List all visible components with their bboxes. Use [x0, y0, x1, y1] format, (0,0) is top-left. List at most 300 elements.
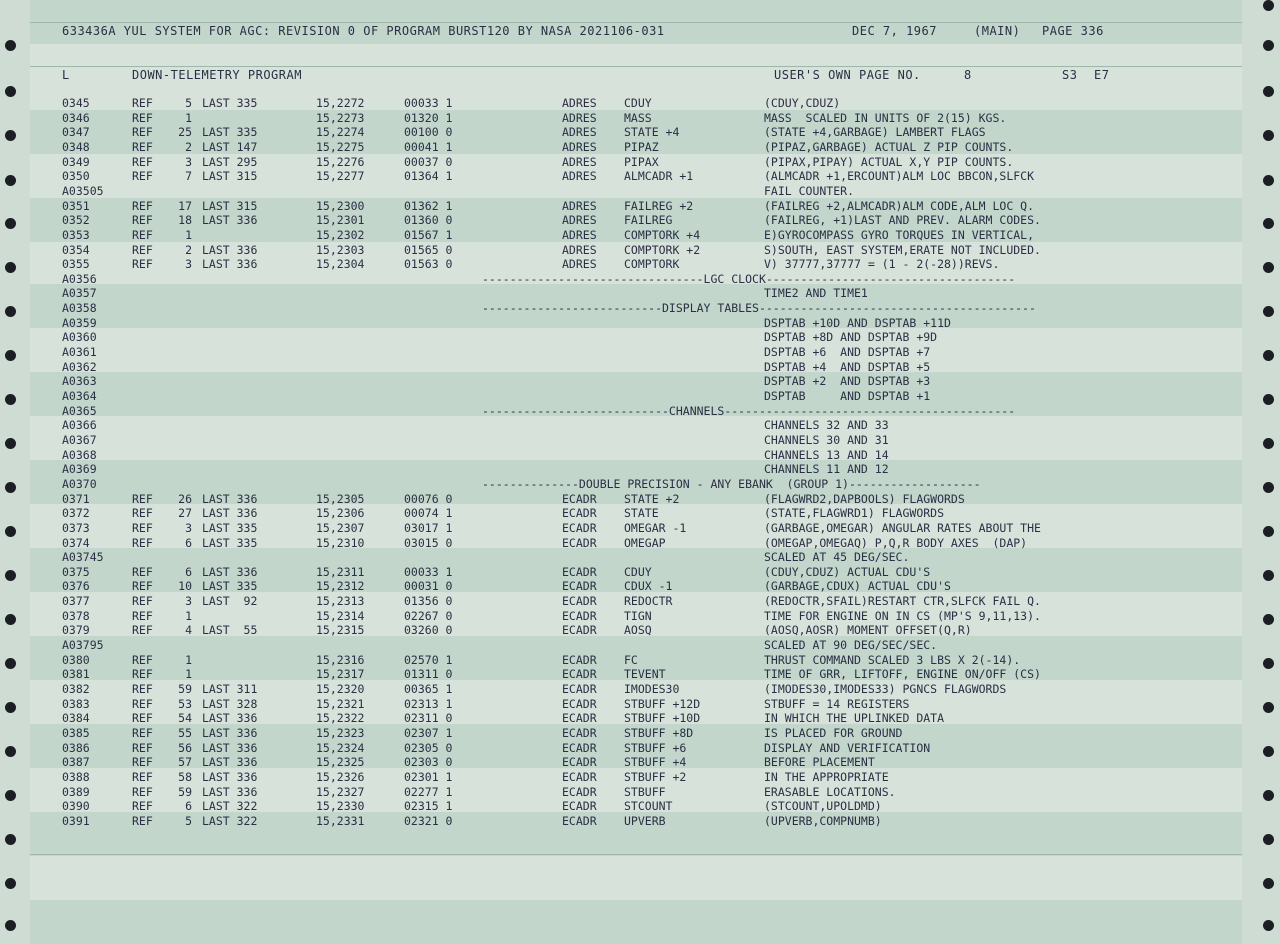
comment: (UPVERB,COMPNUMB) — [764, 813, 882, 828]
feed-hole — [1263, 834, 1274, 845]
opcode: ECADR — [562, 799, 597, 814]
comment: TIME FOR ENGINE ON IN CS (MP'S 9,11,13). — [764, 608, 1041, 623]
code-e7: E7 — [1094, 68, 1110, 82]
ref-count: 6 — [185, 564, 192, 579]
line-number: 0381 — [62, 667, 90, 682]
line-number: A0359 — [62, 315, 97, 330]
comment: DSPTAB +2 AND DSPTAB +3 — [764, 374, 931, 389]
ref-tag: REF — [132, 755, 153, 770]
octal-value: 02315 1 — [404, 799, 453, 814]
last-ref: LAST 322 — [202, 813, 258, 828]
ref-tag: REF — [132, 154, 153, 169]
octal-value: 03260 0 — [404, 623, 453, 638]
listing-row — [0, 184, 1280, 199]
comment: CHANNELS 32 AND 33 — [764, 418, 889, 433]
operand: ALMCADR +1 — [624, 169, 694, 184]
bank-address: 15,2321 — [316, 696, 365, 711]
comment: (GARBAGE,OMEGAR) ANGULAR RATES ABOUT THE — [764, 520, 1041, 535]
operand: TIGN — [624, 608, 652, 623]
comment: DSPTAB +10D AND DSPTAB +11D — [764, 315, 951, 330]
page-number: PAGE 336 — [1042, 24, 1104, 38]
ref-count: 1 — [185, 110, 192, 125]
comment: CHANNELS 11 AND 12 — [764, 462, 889, 477]
opcode: ECADR — [562, 520, 597, 535]
last-ref: LAST 336 — [202, 711, 258, 726]
opcode: ECADR — [562, 564, 597, 579]
listing-row — [0, 609, 1280, 624]
comment: (REDOCTR,SFAIL)RESTART CTR,SLFCK FAIL Q. — [764, 594, 1041, 609]
line-number: 0348 — [62, 139, 90, 154]
comment: (CDUY,CDUZ) ACTUAL CDU'S — [764, 564, 931, 579]
comment: E)GYROCOMPASS GYRO TORQUES IN VERTICAL, — [764, 227, 1035, 242]
operand: PIPAZ — [624, 139, 659, 154]
opcode: ECADR — [562, 623, 597, 638]
last-ref: LAST 336 — [202, 755, 258, 770]
comment: IS PLACED FOR GROUND — [764, 725, 903, 740]
listing-row — [0, 228, 1280, 243]
divider — [30, 854, 1242, 855]
listing-title: 633436A YUL SYSTEM FOR AGC: REVISION 0 OF PROGRAM BURST120 BY NASA 2021106-031 — [62, 24, 665, 38]
listing-row — [0, 579, 1280, 594]
operand: STATE +2 — [624, 491, 680, 506]
bank-address: 15,2322 — [316, 711, 365, 726]
line-number: 0372 — [62, 506, 90, 521]
last-ref: LAST 335 — [202, 96, 258, 110]
listing-row — [0, 565, 1280, 580]
operand: STBUFF +12D — [624, 696, 701, 711]
operand: FAILREG — [624, 213, 673, 228]
feed-hole — [5, 834, 16, 845]
line-number: A03795 — [62, 638, 104, 653]
bank-address: 15,2275 — [316, 139, 365, 154]
listing-row — [0, 492, 1280, 507]
comment: IN THE APPROPRIATE — [764, 769, 889, 784]
ref-count: 55 — [178, 725, 192, 740]
bank-address: 15,2302 — [316, 227, 365, 242]
ref-tag: REF — [132, 769, 153, 784]
feed-hole — [1263, 0, 1274, 11]
listing-row — [0, 521, 1280, 536]
bank-address: 15,2304 — [316, 257, 365, 272]
ref-tag: REF — [132, 667, 153, 682]
opcode: ECADR — [562, 696, 597, 711]
line-number: 0382 — [62, 682, 90, 696]
comment: DSPTAB AND DSPTAB +1 — [764, 389, 931, 403]
comment: (FAILREG +2,ALMCADR)ALM CODE,ALM LOC Q. — [764, 198, 1035, 213]
line-number: 0371 — [62, 491, 90, 506]
opcode: ECADR — [562, 784, 597, 799]
opcode: ECADR — [562, 725, 597, 740]
bank-address: 15,2305 — [316, 491, 365, 506]
comment: (AOSQ,AOSR) MOMENT OFFSET(Q,R) — [764, 623, 972, 638]
listing-row — [0, 770, 1280, 785]
line-number: 0386 — [62, 740, 90, 755]
last-ref: LAST 315 — [202, 198, 258, 213]
line-number: 0355 — [62, 257, 90, 272]
opcode: ADRES — [562, 139, 597, 154]
octal-value: 02303 0 — [404, 755, 453, 770]
listing-row — [0, 125, 1280, 140]
operand: COMPTORK — [624, 257, 680, 272]
last-ref: LAST 335 — [202, 535, 258, 550]
bank-address: 15,2272 — [316, 96, 365, 110]
bank-address: 15,2316 — [316, 652, 365, 667]
operand: OMEGAR -1 — [624, 520, 687, 535]
feed-hole — [5, 878, 16, 889]
opcode: ADRES — [562, 227, 597, 242]
last-ref: LAST 336 — [202, 725, 258, 740]
opcode: ECADR — [562, 813, 597, 828]
opcode: ECADR — [562, 769, 597, 784]
ref-tag: REF — [132, 784, 153, 799]
last-ref: LAST 335 — [202, 125, 258, 140]
bank-address: 15,2327 — [316, 784, 365, 799]
ref-count: 7 — [185, 169, 192, 184]
octal-value: 01563 0 — [404, 257, 453, 272]
opcode: ECADR — [562, 652, 597, 667]
octal-value: 00076 0 — [404, 491, 453, 506]
ref-tag: REF — [132, 608, 153, 623]
octal-value: 01567 1 — [404, 227, 453, 242]
listing-row — [0, 697, 1280, 712]
last-ref: LAST 336 — [202, 213, 258, 228]
bank-address: 15,2277 — [316, 169, 365, 184]
last-ref: LAST 336 — [202, 491, 258, 506]
line-number: A0366 — [62, 418, 97, 433]
feed-hole — [1263, 40, 1274, 51]
comment: (GARBAGE,CDUX) ACTUAL CDU'S — [764, 579, 951, 594]
ref-count: 2 — [185, 139, 192, 154]
comment: DSPTAB +4 AND DSPTAB +5 — [764, 359, 931, 374]
last-ref: LAST 295 — [202, 154, 258, 169]
comment: CHANNELS 30 AND 31 — [764, 432, 889, 447]
ref-tag: REF — [132, 110, 153, 125]
ref-count: 1 — [185, 227, 192, 242]
octal-value: 03015 0 — [404, 535, 453, 550]
line-number: 0346 — [62, 110, 90, 125]
opcode: ECADR — [562, 535, 597, 550]
operand: COMPTORK +2 — [624, 242, 701, 257]
operand: FC — [624, 652, 638, 667]
bank-address: 15,2310 — [316, 535, 365, 550]
ref-tag: REF — [132, 213, 153, 228]
listing-segment: (MAIN) — [974, 24, 1021, 38]
listing-row — [0, 814, 1280, 829]
ref-tag: REF — [132, 799, 153, 814]
ref-tag: REF — [132, 506, 153, 521]
listing-row — [0, 741, 1280, 756]
feed-hole — [5, 40, 16, 51]
listing-row — [0, 330, 1280, 345]
operand: STBUFF — [624, 784, 666, 799]
listing-row — [0, 243, 1280, 258]
last-ref: LAST 322 — [202, 799, 258, 814]
opcode: ECADR — [562, 608, 597, 623]
bank-address: 15,2313 — [316, 594, 365, 609]
opcode: ECADR — [562, 491, 597, 506]
operand: STCOUNT — [624, 799, 673, 814]
ref-tag: REF — [132, 535, 153, 550]
ref-count: 1 — [185, 667, 192, 682]
operand: CDUY — [624, 564, 652, 579]
comment: V) 37777,37777 = (1 - 2(-28))REVS. — [764, 257, 1000, 272]
operand: TEVENT — [624, 667, 666, 682]
listing-row — [0, 799, 1280, 814]
operand: MASS — [624, 110, 652, 125]
ref-count: 59 — [178, 784, 192, 799]
listing-row — [0, 623, 1280, 638]
comment: IN WHICH THE UPLINKED DATA — [764, 711, 945, 726]
listing-row — [0, 448, 1280, 463]
octal-value: 01320 1 — [404, 110, 453, 125]
listing-row — [0, 594, 1280, 609]
ref-tag: REF — [132, 564, 153, 579]
octal-value: 01565 0 — [404, 242, 453, 257]
listing-row — [0, 462, 1280, 477]
line-number: A0369 — [62, 462, 97, 477]
last-ref: LAST 55 — [202, 623, 258, 638]
ref-count: 10 — [178, 579, 192, 594]
comment: ERASABLE LOCATIONS. — [764, 784, 896, 799]
ref-count: 1 — [185, 608, 192, 623]
bank-address: 15,2320 — [316, 682, 365, 696]
listing-row — [0, 345, 1280, 360]
ref-tag: REF — [132, 227, 153, 242]
ref-count: 5 — [185, 96, 192, 110]
ref-tag: REF — [132, 623, 153, 638]
octal-value: 02277 1 — [404, 784, 453, 799]
line-number: 0391 — [62, 813, 90, 828]
listing-row — [0, 785, 1280, 800]
last-ref: LAST 335 — [202, 520, 258, 535]
octal-value: 00033 1 — [404, 564, 453, 579]
opcode: ADRES — [562, 242, 597, 257]
last-ref: LAST 328 — [202, 696, 258, 711]
listing-row — [0, 726, 1280, 741]
ref-count: 6 — [185, 799, 192, 814]
operand: CDUY — [624, 96, 652, 110]
greenbar-band — [30, 900, 1242, 944]
listing-row — [0, 140, 1280, 155]
octal-value: 00033 1 — [404, 96, 453, 110]
section-divider-text: --------------DOUBLE PRECISION - ANY EBANK (GROUP 1)------------------- — [482, 476, 981, 491]
line-number: 0383 — [62, 696, 90, 711]
last-ref: LAST 336 — [202, 242, 258, 257]
opcode: ADRES — [562, 154, 597, 169]
octal-value: 02267 0 — [404, 608, 453, 623]
line-number: 0379 — [62, 623, 90, 638]
ref-count: 58 — [178, 769, 192, 784]
comment: (STATE,FLAGWRD1) FLAGWORDS — [764, 506, 945, 521]
comment: SCALED AT 45 DEG/SEC. — [764, 550, 910, 565]
line-number: 0378 — [62, 608, 90, 623]
comment: (IMODES30,IMODES33) PGNCS FLAGWORDS — [764, 682, 1007, 696]
comment: (CDUY,CDUZ) — [764, 96, 841, 110]
opcode: ADRES — [562, 198, 597, 213]
code-s3: S3 — [1062, 68, 1078, 82]
bank-address: 15,2317 — [316, 667, 365, 682]
octal-value: 00074 1 — [404, 506, 453, 521]
ref-tag: REF — [132, 740, 153, 755]
comment: TIME OF GRR, LIFTOFF, ENGINE ON/OFF (CS) — [764, 667, 1041, 682]
listing-row — [0, 506, 1280, 521]
octal-value: 02313 1 — [404, 696, 453, 711]
line-number: 0349 — [62, 154, 90, 169]
opcode: ADRES — [562, 213, 597, 228]
comment: (PIPAZ,GARBAGE) ACTUAL Z PIP COUNTS. — [764, 139, 1014, 154]
divider — [30, 66, 1242, 67]
last-ref: LAST 336 — [202, 564, 258, 579]
octal-value: 00365 1 — [404, 682, 453, 696]
listing-row — [0, 536, 1280, 551]
comment: BEFORE PLACEMENT — [764, 755, 875, 770]
listing-row — [0, 653, 1280, 668]
ref-tag: REF — [132, 169, 153, 184]
bank-address: 15,2276 — [316, 154, 365, 169]
operand: STATE — [624, 506, 659, 521]
opcode: ECADR — [562, 594, 597, 609]
ref-tag: REF — [132, 139, 153, 154]
bank-address: 15,2273 — [316, 110, 365, 125]
comment: (ALMCADR +1,ERCOUNT)ALM LOC BBCON,SLFCK — [764, 169, 1035, 184]
last-ref: LAST 315 — [202, 169, 258, 184]
bank-address: 15,2312 — [316, 579, 365, 594]
ref-count: 2 — [185, 242, 192, 257]
bank-address: 15,2274 — [316, 125, 365, 140]
listing-row — [0, 682, 1280, 697]
section-divider-text: ---------------------------CHANNELS------------------------------------------ — [482, 403, 1016, 418]
section-divider-text: --------------------------------LGC CLOCK------------------------------------ — [482, 271, 1016, 286]
bank-address: 15,2307 — [316, 520, 365, 535]
ref-tag: REF — [132, 96, 153, 110]
octal-value: 01356 0 — [404, 594, 453, 609]
program-title: DOWN-TELEMETRY PROGRAM — [132, 68, 302, 82]
octal-value: 00041 1 — [404, 139, 453, 154]
section-divider-text: --------------------------DISPLAY TABLES---------------------------------------- — [482, 301, 1036, 316]
comment: (FLAGWRD2,DAPBOOLS) FLAGWORDS — [764, 491, 965, 506]
line-number: 0350 — [62, 169, 90, 184]
ref-tag: REF — [132, 696, 153, 711]
ref-tag: REF — [132, 579, 153, 594]
line-number: A0368 — [62, 447, 97, 462]
operand: STBUFF +10D — [624, 711, 701, 726]
listing-row — [0, 111, 1280, 126]
line-number: 0390 — [62, 799, 90, 814]
last-ref: LAST 336 — [202, 506, 258, 521]
listing-row — [0, 301, 1280, 316]
ref-count: 3 — [185, 257, 192, 272]
user-page-label: USER'S OWN PAGE NO. — [774, 68, 921, 82]
comment: (FAILREG, +1)LAST AND PREV. ALARM CODES. — [764, 213, 1041, 228]
operand: FAILREG +2 — [624, 198, 694, 213]
bank-address: 15,2314 — [316, 608, 365, 623]
bank-address: 15,2300 — [316, 198, 365, 213]
line-number: 0384 — [62, 711, 90, 726]
bank-address: 15,2311 — [316, 564, 365, 579]
line-number: A0364 — [62, 389, 97, 403]
opcode: ADRES — [562, 110, 597, 125]
operand: COMPTORK +4 — [624, 227, 701, 242]
line-number: 0354 — [62, 242, 90, 257]
comment: (STCOUNT,UPOLDMD) — [764, 799, 882, 814]
ref-count: 27 — [178, 506, 192, 521]
line-number: 0388 — [62, 769, 90, 784]
bank-address: 15,2325 — [316, 755, 365, 770]
line-number: 0345 — [62, 96, 90, 110]
listing-row — [0, 711, 1280, 726]
line-number: 0353 — [62, 227, 90, 242]
log-section-tag: L — [62, 68, 70, 82]
opcode: ECADR — [562, 755, 597, 770]
ref-count: 1 — [185, 652, 192, 667]
ref-tag: REF — [132, 198, 153, 213]
opcode: ECADR — [562, 667, 597, 682]
feed-hole — [5, 920, 16, 931]
ref-tag: REF — [132, 652, 153, 667]
ref-count: 53 — [178, 696, 192, 711]
line-number: 0377 — [62, 594, 90, 609]
last-ref: LAST 336 — [202, 740, 258, 755]
listing-row — [0, 360, 1280, 375]
octal-value: 02307 1 — [404, 725, 453, 740]
bank-address: 15,2301 — [316, 213, 365, 228]
ref-count: 6 — [185, 535, 192, 550]
operand: STBUFF +2 — [624, 769, 687, 784]
line-number: 0347 — [62, 125, 90, 140]
line-number: A0365 — [62, 403, 97, 418]
last-ref: LAST 147 — [202, 139, 258, 154]
octal-value: 02305 0 — [404, 740, 453, 755]
listing-row — [0, 433, 1280, 448]
ref-count: 57 — [178, 755, 192, 770]
listing-row — [0, 257, 1280, 272]
listing-row — [0, 477, 1280, 492]
listing-row — [0, 667, 1280, 682]
ref-tag: REF — [132, 520, 153, 535]
last-ref: LAST 335 — [202, 579, 258, 594]
bank-address: 15,2326 — [316, 769, 365, 784]
feed-hole — [1263, 920, 1274, 931]
line-number: A03745 — [62, 550, 104, 565]
line-number: 0387 — [62, 755, 90, 770]
listing-row — [0, 286, 1280, 301]
octal-value: 02311 0 — [404, 711, 453, 726]
operand: AOSQ — [624, 623, 652, 638]
ref-count: 17 — [178, 198, 192, 213]
comment: (STATE +4,GARBAGE) LAMBERT FLAGS — [764, 125, 986, 140]
comment: STBUFF = 14 REGISTERS — [764, 696, 910, 711]
octal-value: 00100 0 — [404, 125, 453, 140]
bank-address: 15,2330 — [316, 799, 365, 814]
last-ref: LAST 336 — [202, 784, 258, 799]
listing-row — [0, 96, 1280, 111]
octal-value: 01362 1 — [404, 198, 453, 213]
last-ref: LAST 92 — [202, 594, 258, 609]
ref-tag: REF — [132, 682, 153, 696]
operand: UPVERB — [624, 813, 666, 828]
listing-date: DEC 7, 1967 — [852, 24, 937, 38]
listing-row — [0, 199, 1280, 214]
user-page-number: 8 — [964, 68, 972, 82]
last-ref: LAST 336 — [202, 769, 258, 784]
ref-count: 3 — [185, 594, 192, 609]
bank-address: 15,2323 — [316, 725, 365, 740]
line-number: 0385 — [62, 725, 90, 740]
operand: PIPAX — [624, 154, 659, 169]
bank-address: 15,2324 — [316, 740, 365, 755]
listing-row — [0, 404, 1280, 419]
listing-row — [0, 213, 1280, 228]
